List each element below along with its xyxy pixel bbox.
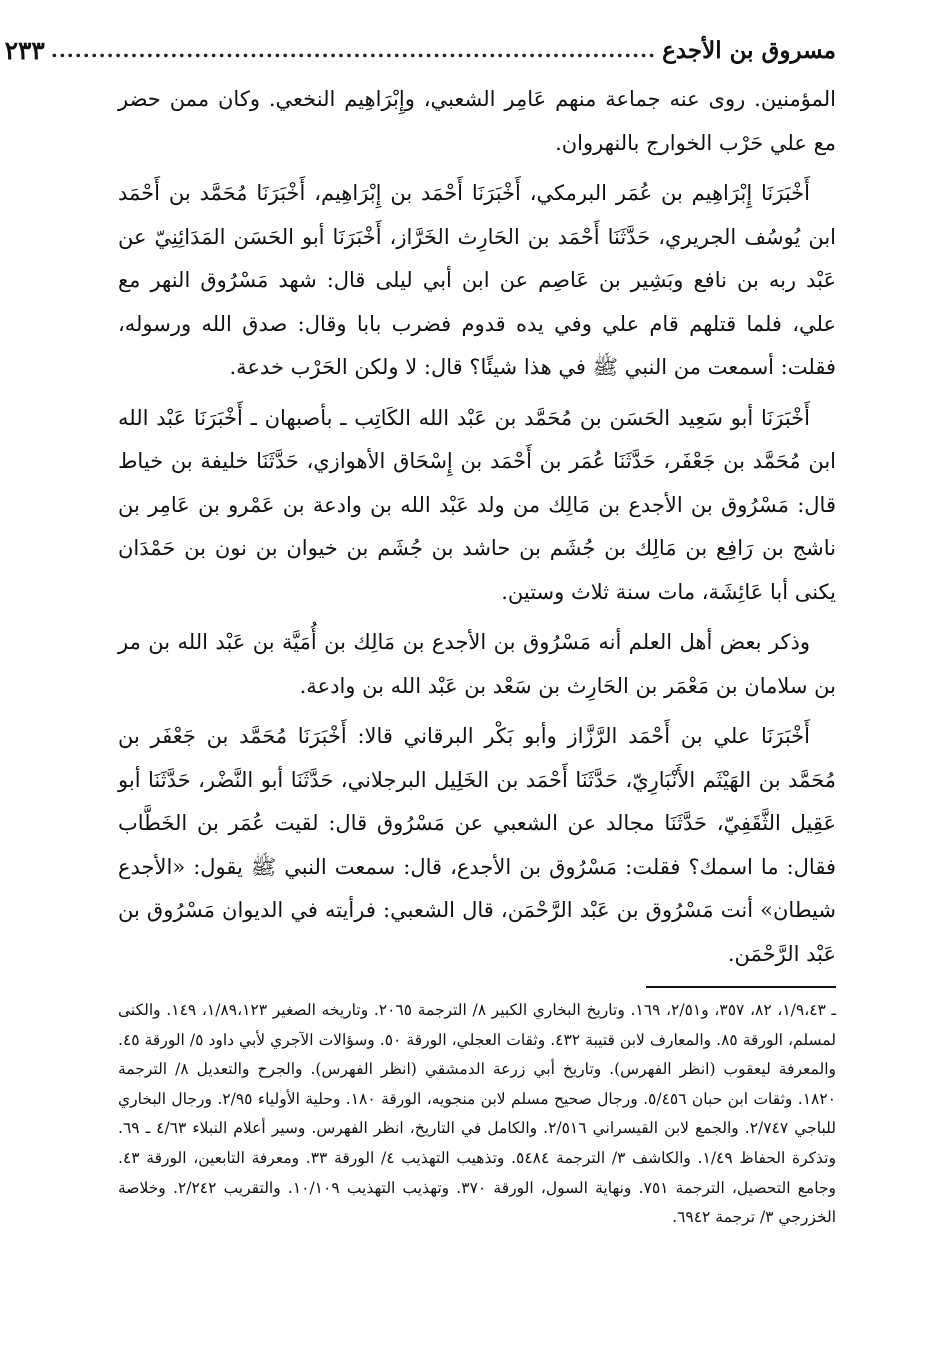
footnotes — [118, 996, 836, 1326]
footnote-text: ـ ١/٩،٤٣، ٨٢، ٣٥٧، و٢/٥١، ١٦٩. وتاريخ البخاري الكبير ٨/ الترجمة ٢٠٦٥. وتاريخه الصغير ١/٨٩،١٢٣، ١٤٩. والكنى لمسلم، الورقة ٨٥. والمعارف لابن قتيبة ٤٣٢. وثقات العجلي، الورقة ٥٠. وسؤالات الآجري لأبي داود ٥/ الورقة ٤٥. والمعرفة ليعقوب (انظر الفهرس). وتاريخ أبي زرعة الدمشقي (انظر الفهرس). والجرح والتعديل ٨/ الترجمة ١٨٢٠. وثقات ابن حبان ٥/٤٥٦. ورجال صحيح مسلم لابن منجويه، الورقة ١٨٠. وحلية الأولياء ٢/٩٥. ورجال البخاري للباجي ٢/٧٤٧. والجمع لابن القيسراني ٢/٥١٦. والكامل في التاريخ، انظر الفهرس. وسير أعلام النبلاء ٤/٦٣ ـ ٦٩. وتذكرة الحفاظ ١/٤٩. والكاشف ٣/ الترجمة ٥٤٨٤. وتذهيب التهذيب ٤/ الورقة ٣٣. ومعرفة التابعين، الورقة ٤٣. وجامع التحصيل، الترجمة ٧٥١. ونهاية السول، الورقة ٣٧٠. وتهذيب التهذيب ١٠/١٠٩. والتقريب ٢/٢٤٢. وخلاصة الخزرجي ٣/ ترجمة ٦٩٤٢. — [118, 1001, 837, 1227]
main-text — [118, 78, 836, 966]
paragraph: المؤمنين. روى عنه جماعة منهم عَامِر الشعبي، وإِبْرَاهِيم النخعي. وكان ممن حضر مع علي حَرْب الخوارج بالنهروان. — [118, 87, 836, 155]
paragraph: أَخْبَرَنَا علي بن أَحْمَد الرَّزَّاز وأبو بَكْر البرقاني قالا: أَخْبَرَنَا مُحَمَّد بن جَعْفَر بن مُحَمَّد بن الهَيْثَم الأَنْبَارِيّ، حَدَّثَنَا أَحْمَد بن الخَلِيل البرجلاني، حَدَّثَنَا أبو النَّضْر، حَدَّثَنَا أبو عَقِيل الثَّقَفِيّ، حَدَّثَنَا مجالد عن الشعبي عن مَسْرُوق قال: لقيت عُمَر بن الخَطَّاب فقال: ما اسمك؟ فقلت: مَسْرُوق بن الأجدع، قال: سمعت النبي ﷺ يقول: «الأجدع شيطان» أنت مَسْرُوق بن عَبْد الرَّحْمَن، قال الشعبي: فرأيته في الديوان مَسْرُوق بن عَبْد الرَّحْمَن. — [118, 724, 836, 966]
footnote-divider — [646, 986, 836, 988]
header-leader-dots: ............................................................................ — [50, 38, 657, 62]
header-title: مسروق بن الأجدع — [662, 36, 836, 64]
paragraph: وذكر بعض أهل العلم أنه مَسْرُوق بن الأجدع بن مَالِك بن أُمَيَّة بن عَبْد الله بن مر بن سلامان بن مَعْمَر بن الحَارِث بن سَعْد بن عَبْد الله بن وادعة. — [118, 630, 836, 698]
paragraph: أَخْبَرَنَا أبو سَعِيد الحَسَن بن مُحَمَّد بن عَبْد الله الكَاتِب ـ بأصبهان ـ أَخْبَرَنَا عَبْد الله ابن مُحَمَّد بن جَعْفَر، حَدَّثَنَا عُمَر بن أَحْمَد بن إِسْحَاق الأهوازي، حَدَّثَنَا خليفة بن خياط قال: مَسْرُوق بن الأجدع بن مَالِك من ولد عَبْد الله بن وادعة بن عَمْرو بن عَامِر بن ناشج بن رَافِع بن مَالِك بن جُشَم بن حاشد بن جُشَم بن خيوان بن نون بن حَمْدَان يكنى أبا عَائِشَة، مات سنة ثلاث وستين. — [118, 405, 836, 604]
page-number: ٢٣٣ — [4, 35, 45, 65]
paragraph: أَخْبَرَنَا إِبْرَاهِيم بن عُمَر البرمكي، أَخْبَرَنَا أَحْمَد بن إِبْرَاهِيم، أَخْبَرَنَا مُحَمَّد بن أَحْمَد ابن يُوسُف الجريري، حَدَّثَنَا أَحْمَد بن الحَارِث الخَرَّاز، أَخْبَرَنَا أبو الحَسَن المَدَائِنِيّ عن عَبْد ربه بن نافع وبَشِير بن عَاصِم عن ابن أبي ليلى قال: شهد مَسْرُوق النهر مع علي، فلما قتلهم قام علي وفي يده قدوم فضرب بابا وقال: صدق الله ورسوله، فقلت: أسمعت من النبي ﷺ في هذا شيئًا؟ قال: لا ولكن الحَرْب خدعة. — [118, 181, 836, 379]
running-header — [4, 30, 836, 70]
